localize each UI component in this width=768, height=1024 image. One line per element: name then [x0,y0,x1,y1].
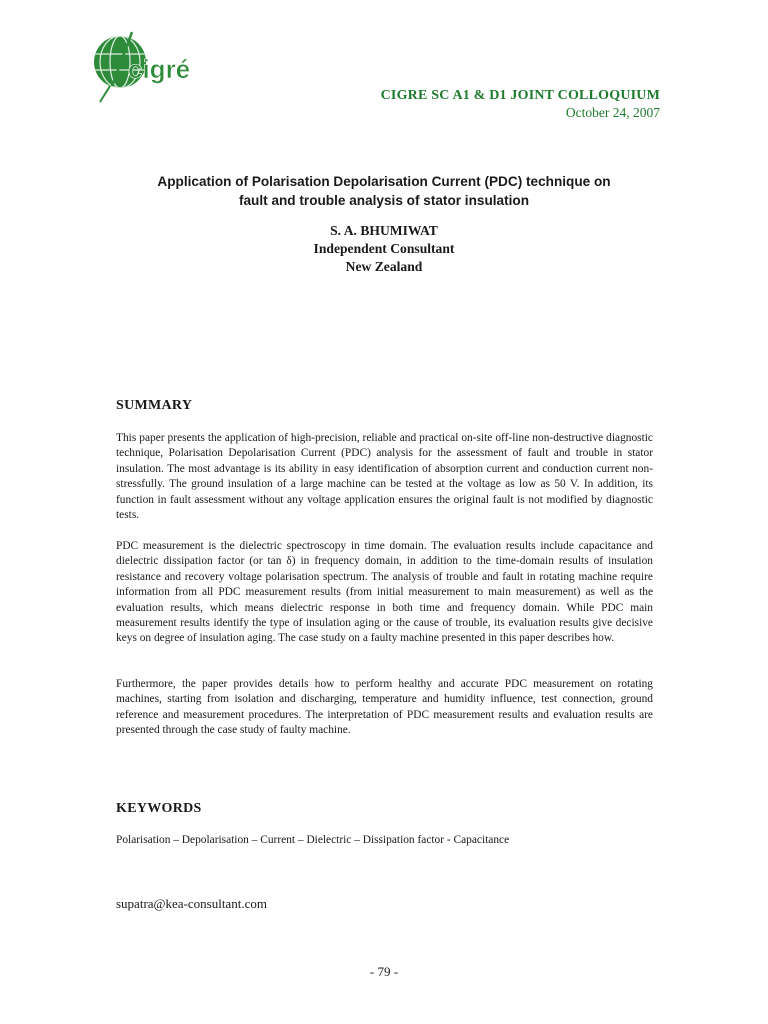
summary-heading: SUMMARY [116,398,193,413]
author-name: S. A. BHUMIWAT [330,223,438,238]
author-country: New Zealand [345,259,423,274]
author-affiliation: Independent Consultant [313,241,455,256]
conference-date: October 24, 2007 [565,105,660,120]
keywords-text: Polarisation – Depolarisation – Current – Dielectric – Dissipation factor - Capacitance [116,834,510,846]
summary-paragraph-1: This paper presents the application of high-precision, reliable and practical on-site off-line non-destructive diagnostic technique, Polarisation Depolarisation Current (PDC) analysis for the assessment of fault and trouble in stator insulation. The most advantage is its ability in easy identification of absorption current and conduction current non-stressfully. The ground insulation of a large machine can be tested at the voltage as low as 50 V. In addition, its function in fault assessment without any voltage application ensures the original fault is not modified by diagnostic tests. [116,432,653,522]
author-block [110,222,658,276]
paper-title-line-2: fault and trouble analysis of stator insulation [238,193,530,208]
cigre-logo-mark-icon [92,26,202,104]
keywords-heading: KEYWORDS [116,801,202,816]
paper-title [110,172,658,210]
conference-header [381,88,660,121]
author-email: supatra@kea-consultant.com [116,896,267,911]
cigre-logo [92,26,202,104]
conference-name: CIGRE SC A1 & D1 JOINT COLLOQUIUM [380,88,660,103]
page-number: - 79 - [369,964,399,979]
paper-title-line-1: Application of Polarisation Depolarisation Current (PDC) technique on [157,174,611,189]
logo-wordmark: cigré [128,54,191,84]
summary-paragraph-3: Furthermore, the paper provides details how to perform healthy and accurate PDC measurement on rotating machines, starting from isolation and discharging, temperature and humidity influence, test connection, ground reference and measurement procedures. The interpretation of PDC measurement results and evaluation results are presented through the case study of faulty machine. [116,678,653,737]
summary-paragraph-2: PDC measurement is the dielectric spectroscopy in time domain. The evaluation results include capacitance and dielectric dissipation factor (or tan δ) in frequency domain, in addition to the time-domain results of insulation resistance and recovery voltage polarisation spectrum. The analysis of trouble and fault in rotating machine require information from all PDC measurement results (from initial measurement to main measurement) as well as the evaluation results, which means dielectric response in both time and frequency domain. While PDC main measurement results identify the type of insulation aging or the cause of trouble, its evaluation results give decisive keys on degree of insulation aging. The case study on a faulty machine presented in this paper describes how. [116,540,653,645]
